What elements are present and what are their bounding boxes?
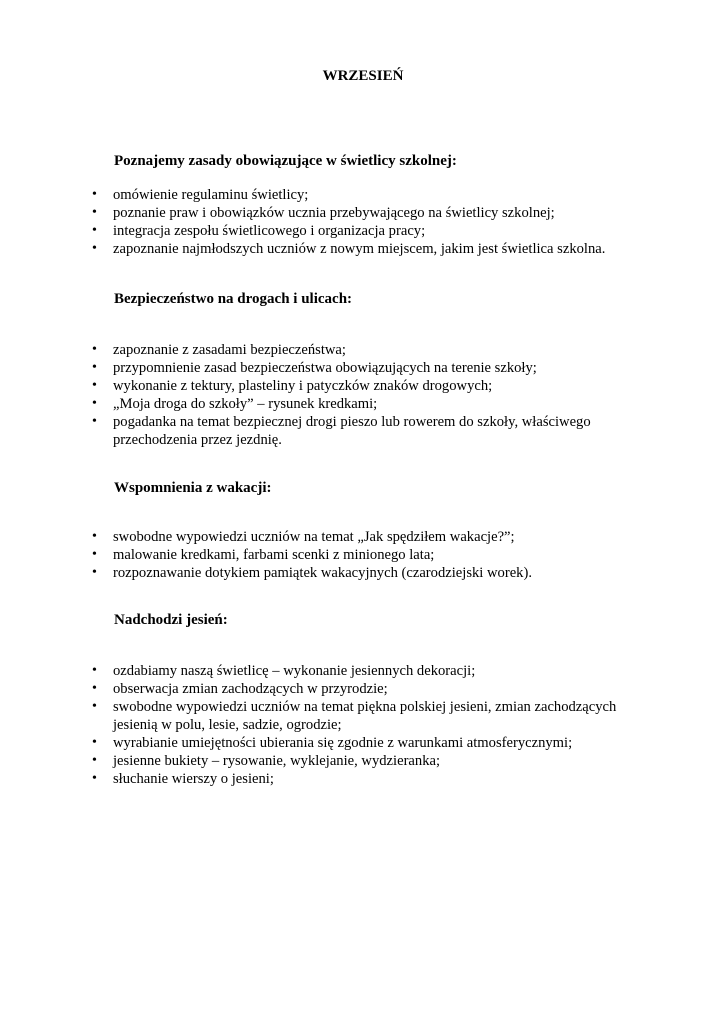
- list-item: [0, 698, 724, 734]
- bullet-icon: •: [92, 753, 97, 768]
- list-item: [0, 734, 724, 752]
- document-title: WRZESIEŃ: [322, 68, 404, 84]
- list-item-text: jesienne bukiety – rysowanie, wyklejanie, wydzieranka;: [113, 753, 441, 769]
- section-list: [0, 662, 724, 788]
- bullet-icon: •: [92, 187, 97, 202]
- list-item-text: zapoznanie najmłodszych uczniów z nowym miejscem, jakim jest świetlica szkolna.: [113, 241, 606, 257]
- bullet-icon: •: [92, 241, 97, 256]
- list-item-text: malowanie kredkami, farbami scenki z minionego lata;: [113, 547, 435, 563]
- list-item-text: zapoznanie z zasadami bezpieczeństwa;: [113, 342, 346, 358]
- bullet-icon: •: [92, 547, 97, 562]
- section-list: [0, 186, 724, 258]
- section-list: [0, 341, 724, 449]
- list-item: [0, 680, 724, 698]
- list-item-text: swobodne wypowiedzi uczniów na temat piękna polskiej jesieni, zmian zachodzących jesienią w polu, lesie, sadzie, ogrodzie;: [113, 699, 617, 733]
- bullet-icon: •: [92, 565, 97, 580]
- list-item: [0, 341, 724, 359]
- bullet-icon: •: [92, 378, 97, 393]
- list-item-text: swobodne wypowiedzi uczniów na temat „Jak spędziłem wakacje?”;: [113, 529, 515, 545]
- list-item-text: przypomnienie zasad bezpieczeństwa obowiązujących na terenie szkoły;: [113, 360, 537, 376]
- list-item: [0, 186, 724, 204]
- bullet-icon: •: [92, 414, 97, 429]
- list-item: [0, 564, 724, 582]
- list-item: [0, 770, 724, 788]
- list-item-text: obserwacja zmian zachodzących w przyrodzie;: [113, 681, 388, 697]
- list-item: [0, 377, 724, 395]
- list-item: [0, 204, 724, 222]
- bullet-icon: •: [92, 223, 97, 238]
- list-item-text: „Moja droga do szkoły” – rysunek kredkami;: [113, 396, 378, 412]
- list-item: [0, 546, 724, 564]
- list-item-text: omówienie regulaminu świetlicy;: [113, 187, 309, 203]
- list-item-text: integracja zespołu świetlicowego i organizacja pracy;: [113, 223, 426, 239]
- list-item-text: pogadanka na temat bezpiecznej drogi pieszo lub rowerem do szkoły, właściwego przechodzenia przez jezdnię.: [113, 414, 591, 448]
- list-item: [0, 413, 724, 449]
- list-item: [0, 662, 724, 680]
- section-list: [0, 528, 724, 582]
- list-item-text: ozdabiamy naszą świetlicę – wykonanie jesiennych dekoracji;: [113, 663, 476, 679]
- bullet-icon: •: [92, 396, 97, 411]
- bullet-icon: •: [92, 699, 97, 714]
- section-heading: Nadchodzi jesień:: [114, 612, 228, 628]
- bullet-icon: •: [92, 771, 97, 786]
- bullet-icon: •: [92, 529, 97, 544]
- bullet-icon: •: [92, 360, 97, 375]
- bullet-icon: •: [92, 681, 97, 696]
- list-item: [0, 395, 724, 413]
- list-item: [0, 222, 724, 240]
- bullet-icon: •: [92, 205, 97, 220]
- section-heading: Poznajemy zasady obowiązujące w świetlicy szkolnej:: [114, 153, 457, 169]
- list-item: [0, 752, 724, 770]
- bullet-icon: •: [92, 342, 97, 357]
- list-item-text: wyrabianie umiejętności ubierania się zgodnie z warunkami atmosferycznymi;: [113, 735, 573, 751]
- section-heading: Wspomnienia z wakacji:: [114, 480, 272, 496]
- list-item-text: słuchanie wierszy o jesieni;: [113, 771, 274, 787]
- list-item-text: poznanie praw i obowiązków ucznia przebywającego na świetlicy szkolnej;: [113, 205, 555, 221]
- bullet-icon: •: [92, 663, 97, 678]
- list-item: [0, 528, 724, 546]
- bullet-icon: •: [92, 735, 97, 750]
- list-item: [0, 359, 724, 377]
- list-item: [0, 240, 724, 258]
- list-item-text: wykonanie z tektury, plasteliny i patyczków znaków drogowych;: [113, 378, 493, 394]
- list-item-text: rozpoznawanie dotykiem pamiątek wakacyjnych (czarodziejski worek).: [113, 565, 532, 581]
- section-heading: Bezpieczeństwo na drogach i ulicach:: [114, 291, 353, 307]
